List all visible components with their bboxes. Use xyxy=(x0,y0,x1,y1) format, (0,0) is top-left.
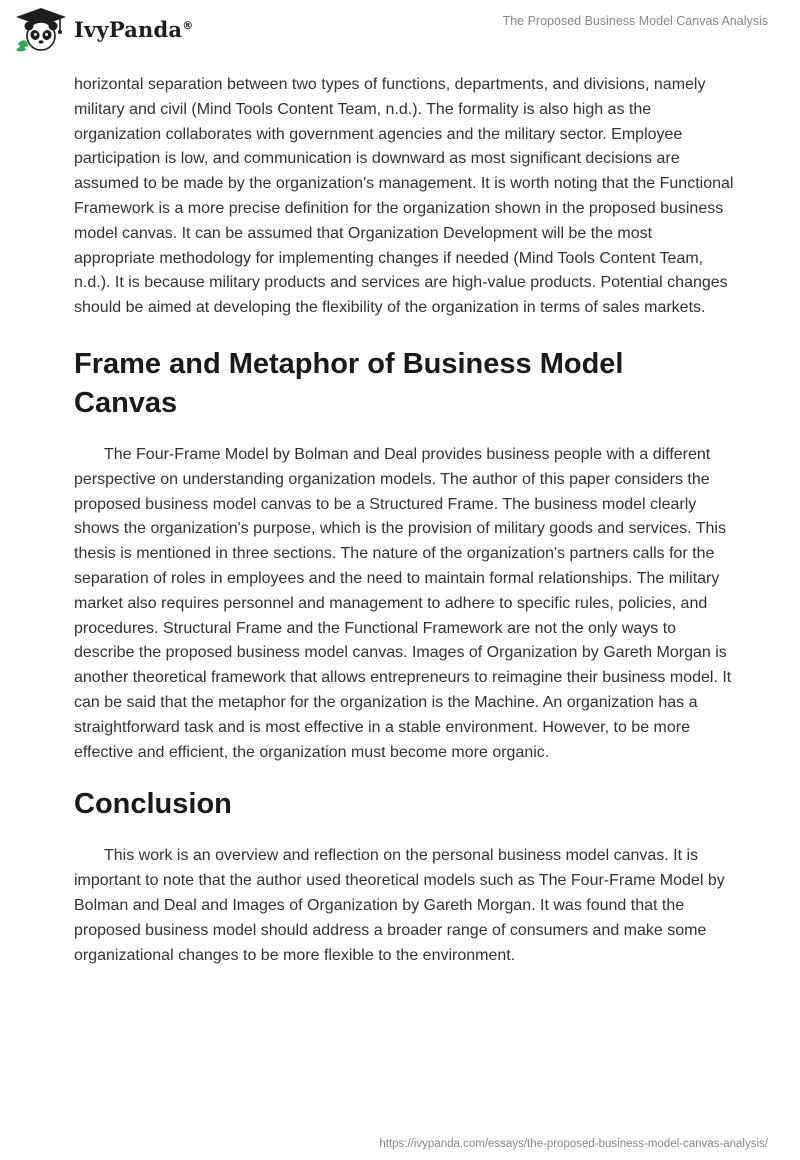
section-heading-frame-metaphor: Frame and Metaphor of Business Model Canvas xyxy=(74,347,624,419)
registered-mark: ® xyxy=(182,18,194,32)
paragraph-conclusion: This work is an overview and reflection on the personal business model canvas. It is important to note that the author used theoretical models such as The Four-Frame Model by Bolman and Deal and Images of Organization by Gareth Morgan. It was found that the proposed business model should address a broader range of consumers and make some organizational changes to be more flexible to the environment. xyxy=(74,847,725,964)
paragraph-frame-metaphor: The Four-Frame Model by Bolman and Deal provides business people with a different perspective on understanding organization models. The author of this paper considers the proposed business model canvas to be a Structured Frame. The business model clearly shows the organization's purpose, which is the provision of military goods and services. This thesis is mentioned in three sections. The nature of the organization's partners calls for the separation of roles in employees and the need to maintain formal relationships. The military market also requires personnel and management to adhere to specific rules, policies, and procedures. Structural Frame and the Functional Framework are not the only ways to describe the proposed business model canvas. Images of Organization by Gareth Morgan is another theoretical framework that allows entrepreneurs to reimagine their business model. It can be said that the metaphor for the organization is the Machine. An organization has a straightforward task and is most effective in a stable environment. However, to be more effective and efficient, the organization must become more organic. xyxy=(74,445,732,761)
logo-wordmark xyxy=(74,17,193,42)
page-header xyxy=(0,0,800,70)
essay-content xyxy=(74,73,734,968)
source-url-link[interactable]: https://ivypanda.com/essays/the-proposed-business-model-canvas-analysis/ xyxy=(379,1138,768,1150)
panda-graduate-icon xyxy=(14,6,68,52)
document-title: The Proposed Business Model Canvas Analysis xyxy=(502,14,768,28)
ivypanda-logo[interactable] xyxy=(14,6,193,52)
logo-text: IvyPanda xyxy=(74,16,183,42)
paragraph-organizational-structure: horizontal separation between two types of functions, departments, and divisions, namely military and civil (Mind Tools Content Team, n.d.). The formality is also high as the organization collaborates with government agencies and the military sector. Employee participation is low, and communication is downward as most significant decisions are assumed to be made by the organization's management. It is worth noting that the Functional Framework is a more precise definition for the organization shown in the proposed business model canvas. It can be assumed that Organization Development will be the most appropriate methodology for implementing changes if needed (Mind Tools Content Team, n.d.). It is because military products and services are high-value products. Potential changes should be aimed at developing the flexibility of the organization in terms of sales markets. xyxy=(74,76,734,317)
section-heading-conclusion: Conclusion xyxy=(74,788,232,821)
